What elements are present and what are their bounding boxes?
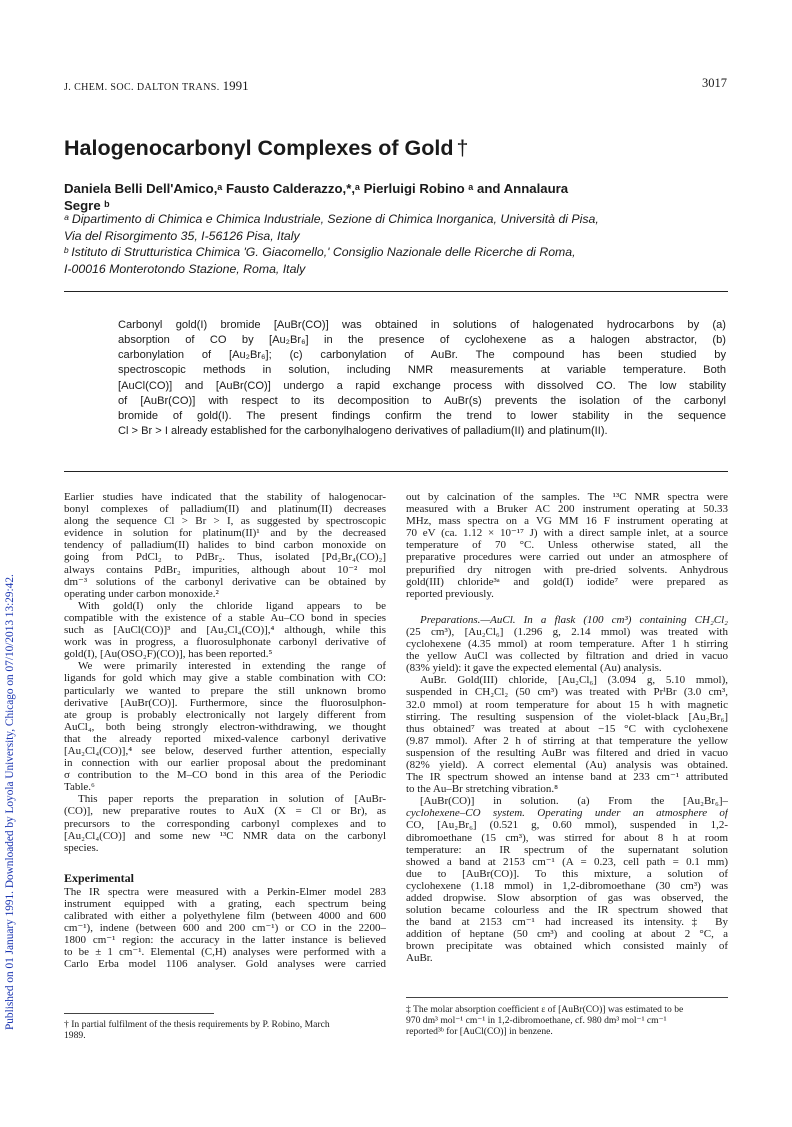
footnote-rule-left xyxy=(64,1013,214,1014)
download-notice xyxy=(2,230,22,1030)
text-line: such as [AuCl(CO)]³ and [Au₂Cl₄(CO)],⁴ although, while this xyxy=(64,624,386,637)
text-line: evidence in solution for platinum(II)¹ and by the decreased xyxy=(64,527,386,540)
text-line: that the already reported mixed-valence carbonyl derivative xyxy=(64,732,386,745)
methods-paragraph xyxy=(406,491,728,600)
abstract-line: spectroscopic methods in solution, including NMR measurements at variable temperature. Both xyxy=(118,364,726,377)
left-column xyxy=(64,491,386,971)
text-line: reported previously. xyxy=(406,587,494,600)
text-line: prepurified dry nitrogen with pre-dried solvents. Anhydrous xyxy=(406,563,728,576)
affiliation-line: ᵇ Istituto di Strutturistica Chimica 'G. Giacomello,' Consiglio Nazionale delle Ricerche di Roma, xyxy=(64,245,576,259)
text-line: solution became colourless and the IR spectrum showed that xyxy=(406,904,728,917)
aubrco-solution-paragraph xyxy=(406,795,728,964)
text-line: [AuBr(CO)] in solution. (a) From the [Au₂Br₆]– xyxy=(420,795,728,808)
title-footnote-mark: † xyxy=(456,136,469,160)
text-line: to be ± 1 cm⁻¹. Elemental (C,H) analyses were performed with a xyxy=(64,946,386,959)
text-line: compatible with the existence of a stable Au–CO bond in species xyxy=(64,611,386,624)
abstract xyxy=(118,318,726,439)
text-line: added dropwise. Slow absorption of gas was observed, the xyxy=(406,892,728,904)
section-heading-experimental: Experimental xyxy=(64,870,134,885)
text-line: Preparations.—AuCl. In a flask (100 cm³) containing CH₂Cl₂ xyxy=(420,613,728,626)
text-line: bonyl complexes of palladium(II) and platinum(II) decreases xyxy=(64,503,386,516)
running-header xyxy=(64,78,249,94)
text-line: due to [AuBr(CO)]. To this mixture, a solution of xyxy=(406,867,728,880)
text-line: along the sequence Cl > Br > I, as suggested by spectroscopic xyxy=(64,515,386,528)
text-line: showed a band at 2153 cm⁻¹ (A = 0.23, cell path = 0.1 mm) xyxy=(406,855,728,868)
footnote-line: † In partial fulfilment of the thesis requirements by P. Robino, March xyxy=(64,1019,330,1030)
text-line: brown precipitate was obtained which consisted mainly of xyxy=(406,940,728,953)
text-line: thus obtained⁷ was treated at about −15 °C with cyclohexene xyxy=(406,722,728,735)
text-line: 32.0 mmol) at room temperature for about 15 h with magnetic xyxy=(406,698,728,711)
footnote-line: ‡ The molar absorption coefficient ε of [AuBr(CO)] was estimated to be xyxy=(406,1004,684,1015)
affiliations xyxy=(64,211,744,277)
text-line: The IR spectrum showed an intense band at 233 cm⁻¹ attributed xyxy=(406,771,728,784)
text-line: addition of heptane (50 cm³) and cooling at about 2 °C, a xyxy=(406,928,728,941)
intro-paragraph-2 xyxy=(64,600,386,660)
text-line: (25 cm³), [Au₂Cl₆] (1.296 g, 2.14 mmol) was treated with xyxy=(406,625,728,638)
text-line: work was in progress, a fluorosulphonate carbonyl derivative of xyxy=(64,636,386,649)
preparation-aubr-paragraph xyxy=(406,674,728,795)
affiliation-line: I-00016 Monterotondo Stazione, Roma, Italy xyxy=(64,261,306,276)
text-line: ate group is probably electronically not largely different from xyxy=(64,708,386,721)
text-line: tendency of palladium(II) halides to bind carbon monoxide on xyxy=(64,539,386,552)
footnote-left xyxy=(64,1019,386,1041)
text-line: (83% yield): it gave the expected elemental (Au) analysis. xyxy=(406,662,662,675)
abstract-line: of [AuBr(CO)] with respect to its decomposition to AuBr(s) prevents the isolation of the carbonyl xyxy=(118,394,726,407)
footnote-line: 1989. xyxy=(64,1030,86,1041)
paper-title xyxy=(64,136,468,161)
abstract-line: [AuCl(CO)] and [AuBr(CO)] undergo a rapid exchange process with dissolved CO. The low stability xyxy=(118,379,726,392)
abstract-line: bromide of gold(I). The present findings confirm the trend to lower stability in the sequence xyxy=(118,409,726,422)
page-number: 3017 xyxy=(702,76,727,90)
text-line: going from PdCl₂ to PdBr₂. Thus, isolated [Pd₂Br₄(CO)₂] xyxy=(64,551,386,564)
text-line: ligands for gold which may give a stable combination with CO: xyxy=(64,672,386,685)
text-line: σ contribution to the M–CO bond in this area of the Periodic xyxy=(64,769,386,782)
text-line: precursors to the corresponding carbonyl complexes and to xyxy=(64,817,386,830)
text-line: to the Au–Br stretching vibration.⁸ xyxy=(406,783,559,796)
text-line: The IR spectra were measured with a Perkin-Elmer model 283 xyxy=(64,885,386,898)
text-line: We were primarily interested in extending the range of xyxy=(78,660,386,673)
intro-paragraph-1 xyxy=(64,491,386,600)
text-line: preparative procedures were carried out under an atmosphere of xyxy=(406,551,728,564)
intro-paragraph-4 xyxy=(64,793,386,853)
intro-paragraph-3 xyxy=(64,660,386,793)
text-line: particularly we wanted to prepare the still unknown bromo xyxy=(64,684,386,697)
text-line: cyclohexene (1.18 mmol) in 1,2-dibromoethane (30 cm³) was xyxy=(406,879,728,892)
author-list xyxy=(64,180,734,214)
text-line: 1800 cm⁻¹ region: the accuracy in the latter instance is believed xyxy=(64,934,386,947)
abstract-line: carbonylation of [Au₂Br₆]; (c) carbonylation of AuBr. The compound has been studied by xyxy=(118,349,726,362)
abstract-line: absorption of CO by [Au₂Br₆] in the presence of cyclohexene as a halogen abstractor, (b) xyxy=(118,334,726,347)
preparation-aucl-paragraph xyxy=(406,614,728,674)
text-line: (9.87 mmol). After 2 h of stirring at that temperature the yellow xyxy=(406,734,728,747)
text-line: gold(I), [Au(OSO₂F)(CO)], has been reported.⁵ xyxy=(64,648,273,661)
text-line: dm⁻³ solutions of the carbonyl derivative can be obtained by xyxy=(64,575,386,588)
text-line: the yellow AuCl was collected by filtration and dried in vacuo xyxy=(406,650,728,663)
text-line: MHz, mass spectra on a VG MM 16 F instrument operating at xyxy=(406,515,728,528)
abstract-line: Carbonyl gold(I) bromide [AuBr(CO)] was obtained in solutions of halogenated hydrocarbons by (a) xyxy=(118,319,726,331)
text-line: suspension of the resulting AuBr was filtered and dried in vacuo xyxy=(406,746,728,759)
text-line: species. xyxy=(64,841,99,854)
footnote-line: reported³ᵇ for [AuCl(CO)] in benzene. xyxy=(406,1026,553,1037)
text-line: Table.⁶ xyxy=(64,781,95,794)
author-line: Segre ᵇ xyxy=(64,198,110,213)
text-line: Carlo Erba model 1106 analyser. Gold analyses were carried xyxy=(64,958,386,971)
text-line: AuBr. xyxy=(406,952,433,965)
text-line: (CO)], new preparative routes to AuX (X = Cl or Br), as xyxy=(64,805,386,818)
text-line: cm⁻¹), indene (between 600 and 200 cm⁻¹) or CO in the 2200– xyxy=(64,922,386,935)
footnote-rule-right xyxy=(406,997,728,998)
text-line: CO, [Au₂Br₆] (0.521 g, 0.60 mmol), suspended in 1,2- xyxy=(406,819,728,832)
abstract-bottom-rule xyxy=(64,471,728,472)
text-line: the band at 2153 cm⁻¹ had increased its intensity.‡ By xyxy=(406,916,728,929)
text-line: always contains PdBr₂ impurities, although about 10⁻² mol xyxy=(64,563,386,576)
text-line: AuBr. Gold(III) chloride, [Au₂Cl₆] (3.094 g, 5.10 mmol), xyxy=(420,674,728,687)
footnote-right xyxy=(406,1004,728,1037)
journal-name: J. CHEM. SOC. DALTON TRANS. xyxy=(64,82,220,93)
text-line: 70 eV (ca. 1.12 × 10⁻¹⁷ J) with a direct sample inlet, at a source xyxy=(406,527,728,540)
text-line: cyclohexene (4.35 mmol) at room temperature. After 1 h stirring xyxy=(406,638,728,651)
paper-title-text: Halogenocarbonyl Complexes of Gold xyxy=(64,136,454,160)
footnote-line: 970 dm³ mol⁻¹ cm⁻¹ in 1,2-dibromoethane, cf. 980 dm³ mol⁻¹ cm⁻¹ xyxy=(406,1015,667,1026)
text-line: out by calcination of the samples. The ¹³C NMR spectra were xyxy=(406,491,728,503)
text-line: (82% yield). A correct elemental (Au) analysis was obtained. xyxy=(406,758,728,771)
journal-year: 1991 xyxy=(222,78,249,93)
download-notice-text: Published on 01 January 1991. Downloaded by Loyola University, Chicago on 07/10/2013 13:29:42. xyxy=(4,574,16,1030)
text-line: derivative [AuBr(CO)]. Furthermore, since the fluorosulphon- xyxy=(64,696,386,709)
text-line: instrument equipped with a grating, each spectrum being xyxy=(64,898,386,910)
text-line: suspended in CH₂Cl₂ (50 cm³) was treated with PrⁱBr (3.0 cm³, xyxy=(406,686,728,699)
affiliation-line: Via del Risorgimento 35, I-56126 Pisa, Italy xyxy=(64,228,300,243)
text-line: stirring. The resulting suspension of the violet-black [Au₂Br₆] xyxy=(406,710,728,723)
author-line: Daniela Belli Dell'Amico,ᵃ Fausto Calderazzo,*,ᵃ Pierluigi Robino ᵃ and Annalaura xyxy=(64,181,569,196)
affiliation-line: ᵃ Dipartimento di Chimica e Chimica Industriale, Sezione di Chimica Inorganica, Università di Pisa, xyxy=(64,212,599,226)
text-line: With gold(I) only the chloride ligand appears to be xyxy=(78,599,386,612)
text-line: [Au₂Cl₄(CO)] and some new ¹³C NMR data on the carbonyl xyxy=(64,829,386,842)
text-line: cyclohexene–CO system. Operating under an atmosphere of xyxy=(406,807,728,820)
top-rule xyxy=(64,291,728,292)
text-line: [Au₂Cl₄(CO)],⁴ see below, deserved further attention, especially xyxy=(64,744,386,757)
text-line: AuCl₄, both being strongly electron-withdrawing, we thought xyxy=(64,720,386,733)
text-line: gold(III) chloride³ᵃ and gold(I) iodide⁷ were prepared as xyxy=(406,575,728,588)
experimental-paragraph xyxy=(64,886,386,971)
text-line: temperature of 70 °C. Unless otherwise stated, all the xyxy=(406,539,728,552)
text-line: Earlier studies have indicated that the stability of halogenocar- xyxy=(64,491,386,503)
text-line: operating under carbon monoxide.² xyxy=(64,587,219,600)
text-line: This paper reports the preparation in solution of [AuBr- xyxy=(78,793,386,806)
text-line: dibromoethane (15 cm³), was stirred for about 8 h at room xyxy=(406,831,728,844)
text-line: calibrated with either a polyethylene film (between 4000 and 600 xyxy=(64,910,386,923)
right-column xyxy=(406,491,728,965)
text-line: measured with a Bruker AC 200 instrument operating at 50.33 xyxy=(406,503,728,516)
abstract-line: Cl > Br > I already established for the carbonylhalogeno derivatives of palladium(II) and platinum(II). xyxy=(118,425,608,438)
text-line: temperature: an IR spectrum of the supernatant solution xyxy=(406,843,728,856)
text-line: in connection with our earlier proposal about the predominant xyxy=(64,757,386,770)
